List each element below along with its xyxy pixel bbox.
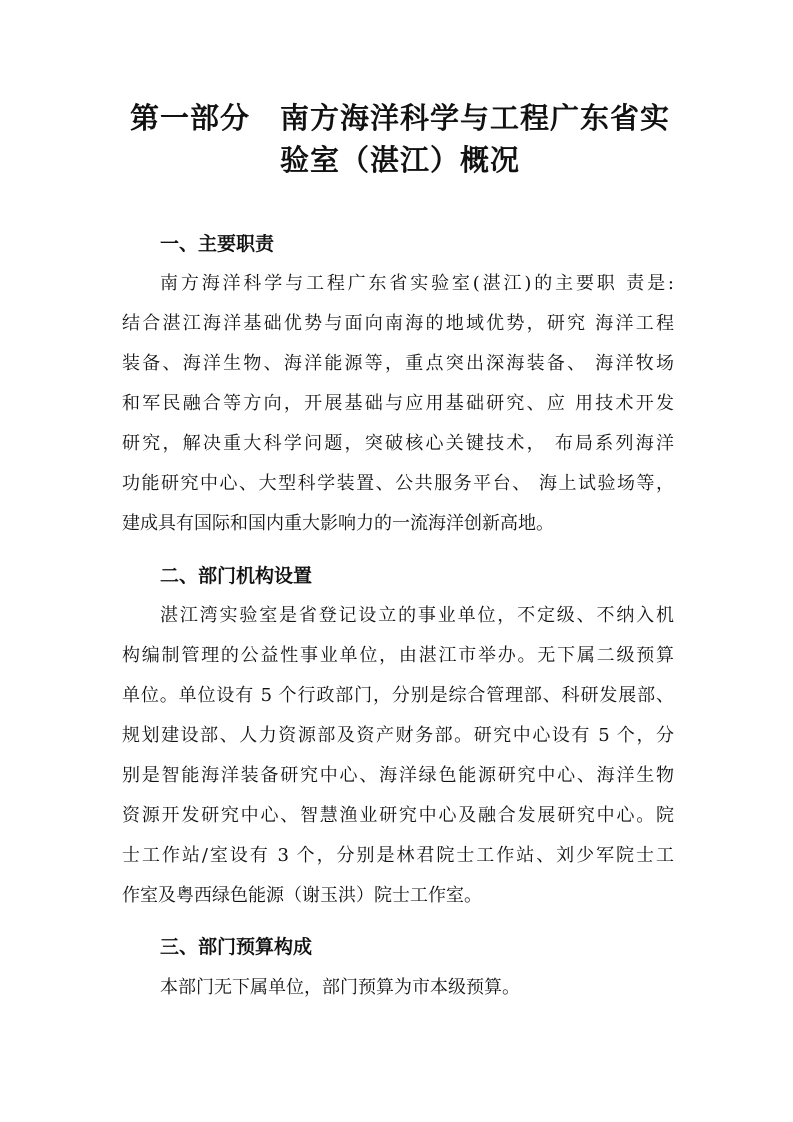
paragraph-line: 研究，解决重大科学问题，突破核心关键技术， 布局系列海洋 bbox=[122, 433, 674, 454]
paragraph-line: 功能研究中心、大型科学装置、公共服务平台、 海上试验场等， bbox=[122, 473, 674, 494]
paragraph-line: 南方海洋科学与工程广东省实验室(湛江)的主要职 责是: bbox=[160, 273, 674, 294]
paragraph-line: 士工作站/室设有 3 个，分别是林君院士工作站、刘少军院士工 bbox=[122, 845, 674, 866]
paragraph-line: 建成具有国际和国内重大影响力的一流海洋创新高地。 bbox=[122, 513, 554, 534]
paragraph-line: 资源开发研究中心、智慧渔业研究中心及融合发展研究中心。院 bbox=[122, 805, 674, 826]
paragraph-line: 装备、海洋生物、海洋能源等，重点突出深海装备、 海洋牧场 bbox=[122, 353, 674, 374]
paragraph-line: 作室及粤西绿色能源（谢玉洪）院士工作室。 bbox=[122, 885, 482, 906]
paragraph-line: 别是智能海洋装备研究中心、海洋绿色能源研究中心、海洋生物 bbox=[122, 765, 674, 786]
paragraph-line: 结合湛江海洋基础优势与面向南海的地域优势，研究 海洋工程 bbox=[122, 313, 674, 334]
page-title-line-2: 验室（湛江）概况 bbox=[279, 143, 520, 177]
section-heading-organization: 二、部门机构设置 bbox=[160, 565, 313, 587]
paragraph-line: 本部门无下属单位，部门预算为市本级预算。 bbox=[160, 977, 520, 998]
paragraph-line: 单位。单位设有 5 个行政部门，分别是综合管理部、科研发展部、 bbox=[122, 685, 674, 706]
paragraph-line: 构编制管理的公益性事业单位，由湛江市举办。无下属二级预算 bbox=[122, 645, 674, 666]
paragraph-line: 湛江湾实验室是省登记设立的事业单位，不定级、不纳入机 bbox=[160, 605, 674, 626]
section-heading-budget: 三、部门预算构成 bbox=[160, 936, 313, 958]
paragraph-line: 和军民融合等方向，开展基础与应用基础研究、应 用技术开发 bbox=[122, 393, 674, 414]
paragraph-line: 规划建设部、人力资源部及资产财务部。研究中心设有 5 个，分 bbox=[122, 725, 674, 746]
section-heading-duties: 一、主要职责 bbox=[160, 233, 275, 255]
page-title-line-1: 第一部分 南方海洋科学与工程广东省实 bbox=[129, 101, 670, 135]
